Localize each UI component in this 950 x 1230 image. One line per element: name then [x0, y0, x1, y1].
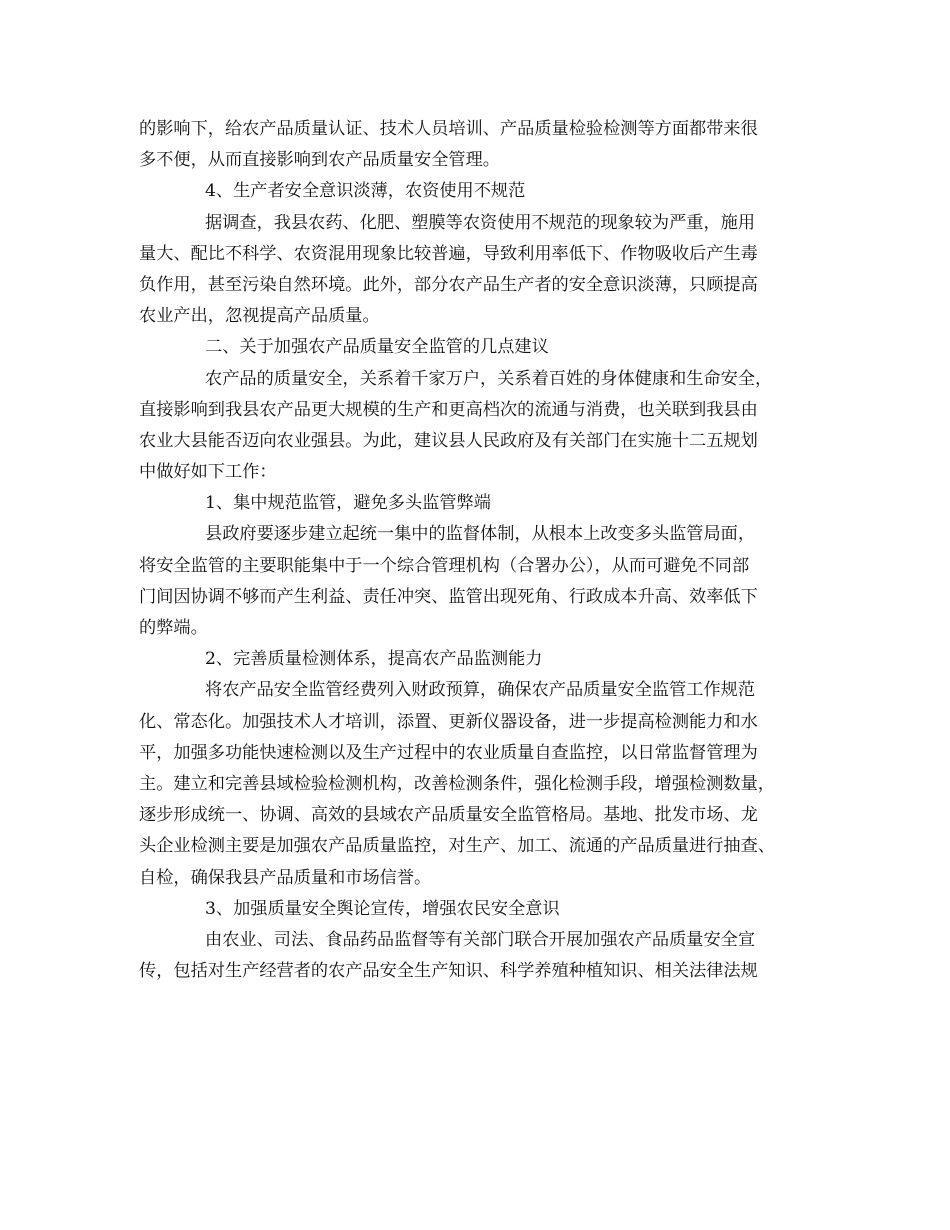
- text-line: 量大、配比不科学、农资混用现象比较普遍，导致利用率低下、作物吸收后产生毒: [139, 243, 758, 264]
- paragraph-first-line: 县政府要逐步建立起统一集中的监督体制，从根本上改变多头监管局面，: [205, 524, 756, 545]
- text-line: 的影响下，给农产品质量认证、技术人员培训、产品质量检验检测等方面都带来很: [139, 119, 758, 139]
- text-line: 自检，确保我县产品质量和市场信誉。: [139, 867, 432, 888]
- text-line: 负作用，甚至污染自然环境。此外，部分农产品生产者的安全意识淡薄，只顾提高: [139, 274, 758, 295]
- text-line: 多不便，从而直接影响到农产品质量安全管理。: [139, 150, 500, 171]
- paragraph-first-line: 由农业、司法、食品药品监督等有关部门联合开展加强农产品质量安全宣: [205, 929, 756, 950]
- paragraph-first-line: 二、关于加强农产品质量安全监管的几点建议: [205, 337, 549, 358]
- paragraph-first-line: 1、集中规范监管，避免多头监管弊端: [205, 493, 491, 514]
- text-line: 农业大县能否迈向农业强县。为此，建议县人民政府及有关部门在实施十二五规划: [139, 430, 758, 451]
- text-line: 头企业检测主要是加强农产品质量监控，对生产、加工、流通的产品质量进行抽查、: [139, 836, 775, 857]
- paragraph-first-line: 据调查，我县农药、化肥、塑膜等农资使用不规范的现象较为严重，施用: [205, 212, 756, 233]
- paragraph-first-line: 3、加强质量安全舆论宣传，增强农民安全意识: [205, 898, 560, 919]
- text-line: 的弊端。: [139, 618, 208, 638]
- text-line: 逐步形成统一、协调、高效的县域农产品质量安全监管格局。基地、批发市场、龙: [139, 805, 758, 826]
- paragraph-first-line: 农产品的质量安全，关系着千家万户，关系着百姓的身体健康和生命安全，: [205, 368, 773, 389]
- text-line: 门间因协调不够而产生利益、责任冲突、监管出现死角、行政成本升高、效率低下: [139, 586, 758, 607]
- text-line: 直接影响到我县农产品更大规模的生产和更高档次的流通与消费，也关联到我县由: [139, 399, 758, 420]
- text-line: 传，包括对生产经营者的农产品安全生产知识、科学养殖种植知识、相关法律法规: [139, 961, 758, 982]
- paragraph-first-line: 将农产品安全监管经费列入财政预算，确保农产品质量安全监管工作规范: [205, 680, 756, 701]
- text-line: 将安全监管的主要职能集中于一个综合管理机构（合署办公），从而可避免不同部: [139, 555, 750, 576]
- text-line: 化、常态化。加强技术人才培训，添置、更新仪器设备，进一步提高检测能力和水: [139, 711, 758, 732]
- text-line: 主。建立和完善县域检验检测机构，改善检测条件，强化检测手段，增强检测数量，: [139, 773, 775, 794]
- text-line: 中做好如下工作：: [139, 462, 277, 483]
- document-body: [139, 114, 829, 987]
- paragraph-first-line: 4、生产者安全意识淡薄，农资使用不规范: [205, 181, 526, 202]
- paragraph-first-line: 2、完善质量检测体系，提高农产品监测能力: [205, 649, 543, 670]
- text-line: 平，加强多功能快速检测以及生产过程中的农业质量自查监控，以日常监督管理为: [139, 742, 758, 763]
- text-line: 农业产出，忽视提高产品质量。: [139, 306, 380, 327]
